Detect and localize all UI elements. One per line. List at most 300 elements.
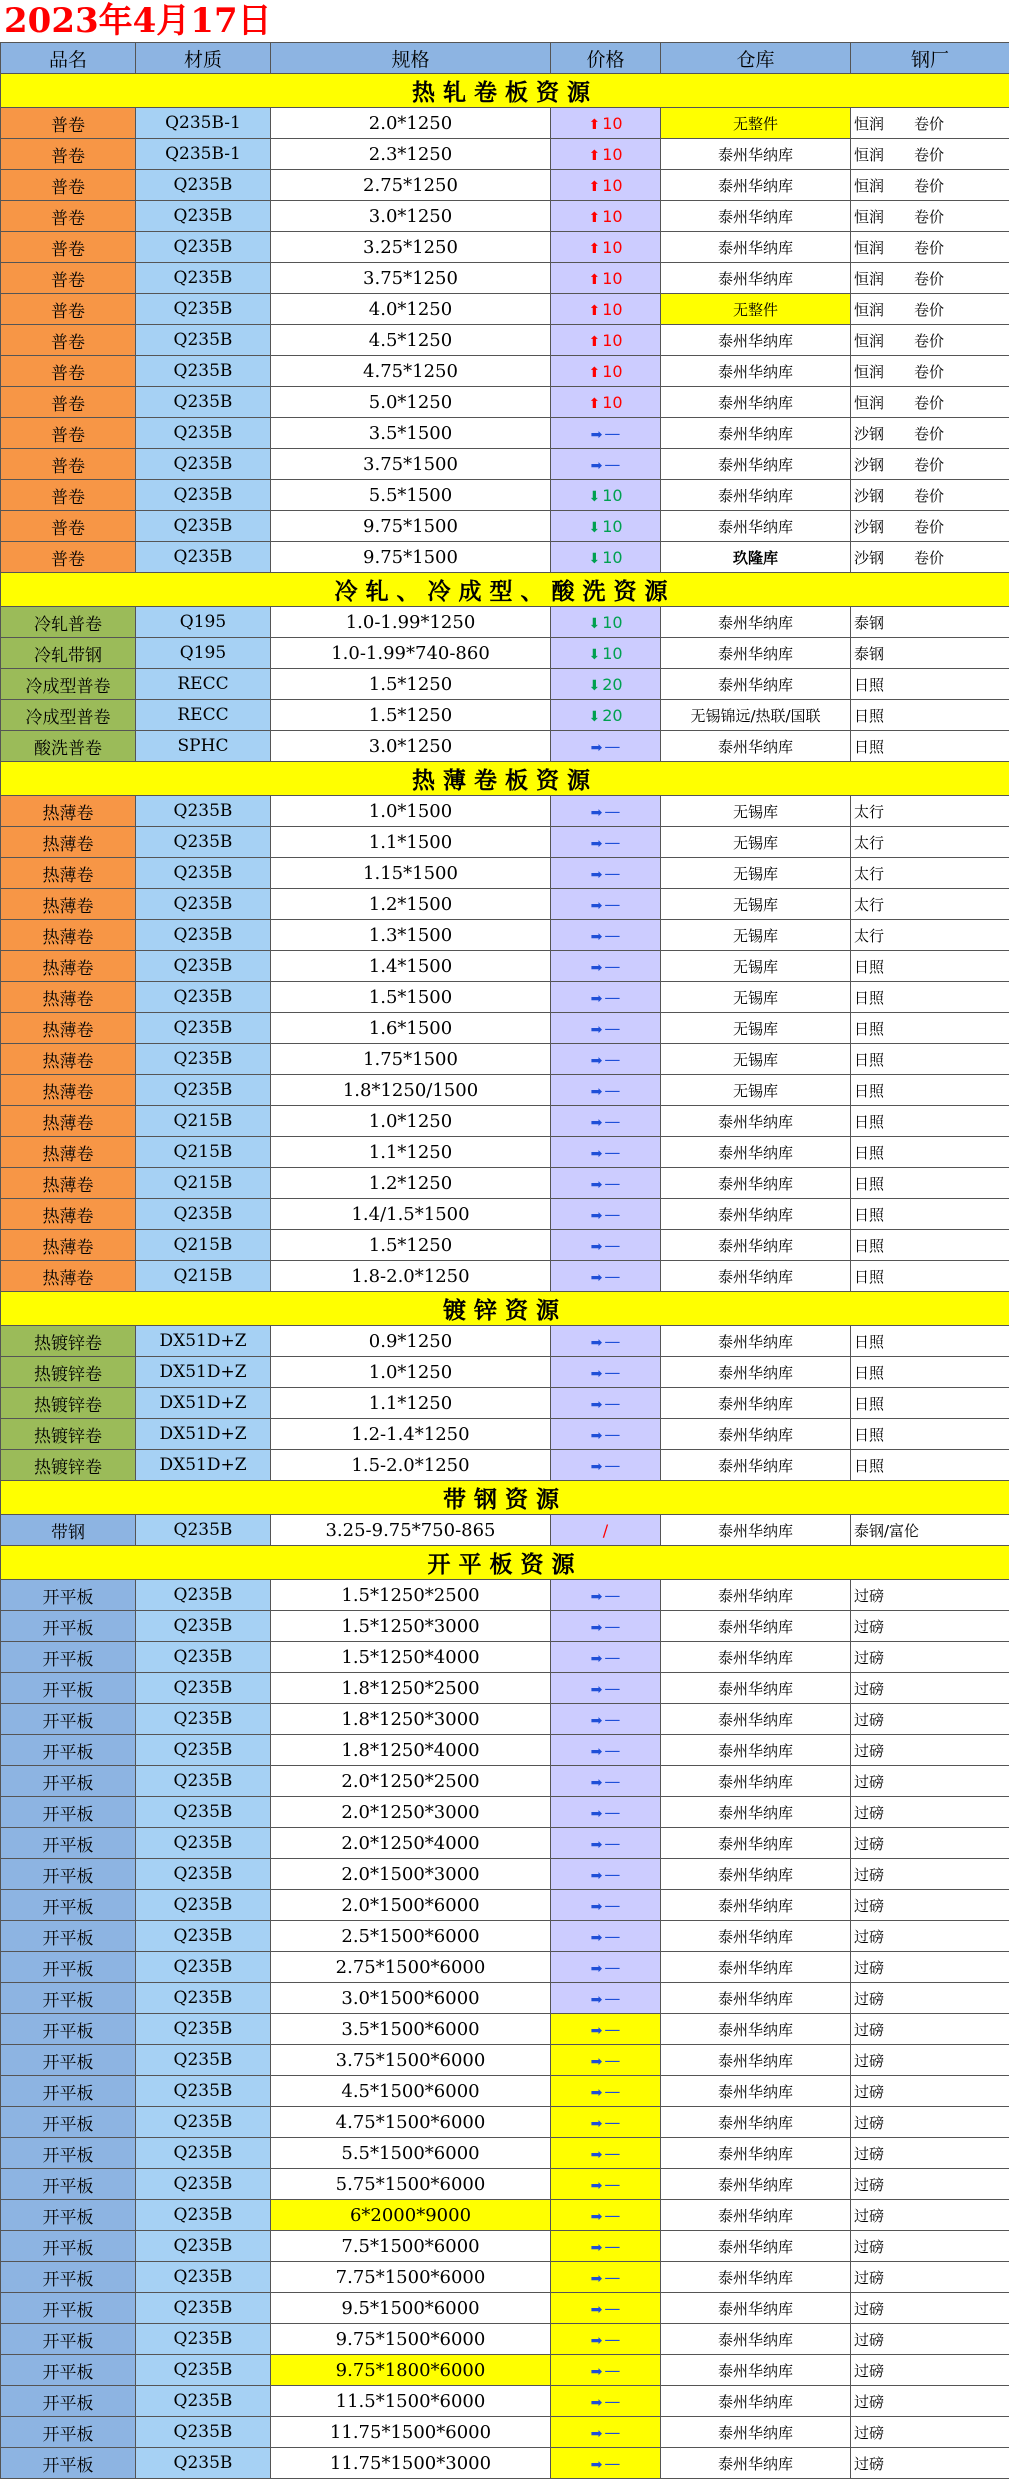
spec-cell: 1.0*1250 (271, 1357, 551, 1388)
material-cell: Q235B (136, 542, 271, 573)
table-row (1, 1137, 1009, 1168)
spec-cell: 1.5*1250 (271, 669, 551, 700)
table-row (1, 418, 1009, 449)
mill-cell: 日照 (851, 1450, 1009, 1481)
mill-cell: 沙钢 卷价 (851, 480, 1009, 511)
table-row (1, 1261, 1009, 1292)
arrow-up-icon: ⬆ (588, 117, 600, 133)
material-cell: Q235B (136, 418, 271, 449)
price-change (588, 706, 622, 725)
arrow-up-icon: ⬆ (588, 179, 600, 195)
price-change-value: — (604, 1363, 620, 1382)
price-change-value: — (604, 1803, 620, 1822)
arrow-right-icon: ➡ (591, 1146, 603, 1162)
spec-cell: 1.0*1250 (271, 1106, 551, 1137)
arrow-right-icon: ➡ (591, 960, 603, 976)
price-change-value: — (604, 864, 620, 883)
price-change-cell (551, 2386, 661, 2417)
product-name-cell: 开平板 (1, 1673, 136, 1704)
price-change (591, 864, 621, 883)
spec-cell: 5.5*1500 (271, 480, 551, 511)
material-cell: Q235B (136, 1075, 271, 1106)
price-change-cell (551, 201, 661, 232)
price-change-value: — (604, 1679, 620, 1698)
spec-cell: 2.0*1500*6000 (271, 1890, 551, 1921)
price-change-cell (551, 325, 661, 356)
price-change (588, 207, 622, 226)
price-change-value: — (604, 1648, 620, 1667)
price-change-value: — (604, 1710, 620, 1729)
spec-cell: 5.0*1250 (271, 387, 551, 418)
spec-cell: 3.75*1250 (271, 263, 551, 294)
price-change-cell (551, 982, 661, 1013)
price-change (591, 895, 621, 914)
price-change (591, 2237, 621, 2256)
price-change (591, 1267, 621, 1286)
spec-cell: 3.0*1250 (271, 201, 551, 232)
spec-cell: 5.5*1500*6000 (271, 2138, 551, 2169)
price-change-cell (551, 1013, 661, 1044)
mill-cell: 过磅 (851, 2200, 1009, 2231)
spec-cell: 9.75*1800*6000 (271, 2355, 551, 2386)
product-name-cell: 冷轧带钢 (1, 638, 136, 669)
spec-cell: 1.5*1250 (271, 700, 551, 731)
warehouse-cell: 泰州华纳库 (661, 1450, 851, 1481)
table-row (1, 2200, 1009, 2231)
mill-cell: 过磅 (851, 1704, 1009, 1735)
price-change-cell (551, 1515, 661, 1546)
spec-cell: 1.8*1250*2500 (271, 1673, 551, 1704)
price-change (591, 2144, 621, 2163)
spec-cell: 2.75*1500*6000 (271, 1952, 551, 1983)
price-change-cell (551, 1357, 661, 1388)
mill-cell: 过磅 (851, 2014, 1009, 2045)
spec-cell: 1.2*1500 (271, 889, 551, 920)
warehouse-cell: 泰州华纳库 (661, 638, 851, 669)
mill-cell: 日照 (851, 1419, 1009, 1450)
price-change-value: — (604, 2361, 620, 2380)
table-row (1, 2107, 1009, 2138)
product-name-cell: 开平板 (1, 2014, 136, 2045)
warehouse-cell: 泰州华纳库 (661, 1106, 851, 1137)
price-change (591, 1112, 621, 1131)
mill-cell: 过磅 (851, 2448, 1009, 2479)
warehouse-cell: 泰州华纳库 (661, 1828, 851, 1859)
material-cell: Q235B (136, 2076, 271, 2107)
product-name-cell: 开平板 (1, 1921, 136, 1952)
mill-cell: 恒润 卷价 (851, 263, 1009, 294)
product-name-cell: 普卷 (1, 139, 136, 170)
warehouse-cell: 泰州华纳库 (661, 1673, 851, 1704)
material-cell: Q235B (136, 170, 271, 201)
price-change-value: — (604, 1989, 620, 2008)
mill-cell: 日照 (851, 1326, 1009, 1357)
mill-cell: 日照 (851, 731, 1009, 762)
table-row (1, 2138, 1009, 2169)
price-change-cell (551, 1137, 661, 1168)
price-change (591, 1425, 621, 1444)
mill-cell: 过磅 (851, 2386, 1009, 2417)
mill-cell: 日照 (851, 982, 1009, 1013)
warehouse-cell: 泰州华纳库 (661, 1261, 851, 1292)
arrow-right-icon: ➡ (591, 740, 603, 756)
price-change (591, 2299, 621, 2318)
mill-cell: 过磅 (851, 1921, 1009, 1952)
price-change-cell (551, 2324, 661, 2355)
arrow-right-icon: ➡ (591, 1084, 603, 1100)
price-change-cell (551, 170, 661, 201)
spec-cell: 4.5*1500*6000 (271, 2076, 551, 2107)
price-change-value: — (604, 1772, 620, 1791)
arrow-right-icon: ➡ (591, 2085, 603, 2101)
material-cell: Q235B (136, 1515, 271, 1546)
product-name-cell: 开平板 (1, 2324, 136, 2355)
price-change-cell (551, 858, 661, 889)
price-table (0, 42, 1009, 2479)
product-name-cell: 普卷 (1, 542, 136, 573)
price-change-cell (551, 1983, 661, 2014)
spec-cell: 2.0*1250*3000 (271, 1797, 551, 1828)
spec-cell: 5.75*1500*6000 (271, 2169, 551, 2200)
arrow-down-icon: ⬇ (588, 616, 600, 632)
spec-cell: 3.0*1500*6000 (271, 1983, 551, 2014)
table-row (1, 325, 1009, 356)
warehouse-cell: 泰州华纳库 (661, 1580, 851, 1611)
mill-cell: 太行 (851, 796, 1009, 827)
price-change-cell (551, 1419, 661, 1450)
price-change (588, 238, 622, 257)
arrow-right-icon: ➡ (591, 1713, 603, 1729)
price-change-value: — (604, 2082, 620, 2101)
section-header-row (1, 762, 1009, 796)
warehouse-cell: 无锡锦远/热联/国联 (661, 700, 851, 731)
material-cell: Q235B (136, 1797, 271, 1828)
price-change-value: — (604, 2051, 620, 2070)
warehouse-cell: 泰州华纳库 (661, 1797, 851, 1828)
price-change-cell (551, 920, 661, 951)
arrow-right-icon: ➡ (591, 1930, 603, 1946)
table-row (1, 700, 1009, 731)
mill-cell: 过磅 (851, 1735, 1009, 1766)
arrow-right-icon: ➡ (591, 2209, 603, 2225)
mill-cell: 过磅 (851, 2262, 1009, 2293)
material-cell: Q235B (136, 1580, 271, 1611)
price-change-value: — (604, 1456, 620, 1475)
table-row (1, 1642, 1009, 1673)
material-cell: Q235B (136, 2107, 271, 2138)
table-row (1, 1168, 1009, 1199)
price-change-cell (551, 294, 661, 325)
product-name-cell: 冷轧普卷 (1, 607, 136, 638)
price-change-value: 10 (602, 300, 622, 319)
material-cell: Q235B (136, 2200, 271, 2231)
price-table-body (1, 43, 1009, 2479)
warehouse-cell: 泰州华纳库 (661, 1199, 851, 1230)
arrow-right-icon: ➡ (591, 1620, 603, 1636)
spec-cell: 1.1*1250 (271, 1388, 551, 1419)
material-cell: Q195 (136, 607, 271, 638)
table-row (1, 356, 1009, 387)
price-change (591, 1617, 621, 1636)
price-change (591, 1710, 621, 1729)
table-row (1, 731, 1009, 762)
price-change-value: — (604, 802, 620, 821)
spec-cell: 3.5*1500 (271, 418, 551, 449)
price-change (591, 1205, 621, 1224)
price-change-value: 10 (602, 517, 622, 536)
mill-cell: 过磅 (851, 1890, 1009, 1921)
arrow-right-icon: ➡ (591, 805, 603, 821)
price-change (591, 2113, 621, 2132)
price-change-value: 10 (602, 207, 622, 226)
arrow-right-icon: ➡ (591, 2178, 603, 2194)
mill-cell: 沙钢 卷价 (851, 418, 1009, 449)
price-change (588, 613, 622, 632)
warehouse-cell: 无锡库 (661, 920, 851, 951)
spec-cell: 9.75*1500 (271, 511, 551, 542)
spec-cell: 2.5*1500*6000 (271, 1921, 551, 1952)
price-change-value: — (604, 2423, 620, 2442)
price-change (591, 1648, 621, 1667)
product-name-cell: 开平板 (1, 1735, 136, 1766)
arrow-right-icon: ➡ (591, 1651, 603, 1667)
arrow-up-icon: ⬆ (588, 396, 600, 412)
spec-cell: 1.3*1500 (271, 920, 551, 951)
product-name-cell: 普卷 (1, 356, 136, 387)
sheet-date-title: 2023年4月17日 (0, 0, 1009, 42)
price-change-cell (551, 2262, 661, 2293)
mill-cell: 过磅 (851, 1983, 1009, 2014)
material-cell: Q235B (136, 951, 271, 982)
product-name-cell: 开平板 (1, 2386, 136, 2417)
price-change-cell (551, 1261, 661, 1292)
table-row (1, 1388, 1009, 1419)
table-row (1, 1199, 1009, 1230)
arrow-right-icon: ➡ (591, 2426, 603, 2442)
spec-cell: 6*2000*9000 (271, 2200, 551, 2231)
table-row (1, 1075, 1009, 1106)
price-change (591, 2020, 621, 2039)
table-row (1, 1859, 1009, 1890)
warehouse-cell: 无整件 (661, 108, 851, 139)
arrow-down-icon: ⬇ (588, 551, 600, 567)
warehouse-cell: 泰州华纳库 (661, 2293, 851, 2324)
material-cell: Q235B (136, 449, 271, 480)
section-title: 带钢资源 (1, 1481, 1009, 1515)
mill-cell: 泰钢/富伦 (851, 1515, 1009, 1546)
warehouse-cell: 泰州华纳库 (661, 2262, 851, 2293)
price-change-cell (551, 2045, 661, 2076)
table-row (1, 1044, 1009, 1075)
price-change (591, 2454, 621, 2473)
spec-cell: 1.5*1250*3000 (271, 1611, 551, 1642)
mill-cell: 过磅 (851, 1673, 1009, 1704)
warehouse-cell: 泰州华纳库 (661, 449, 851, 480)
price-change-value: — (604, 2020, 620, 2039)
arrow-right-icon: ➡ (591, 2147, 603, 2163)
price-change (588, 145, 622, 164)
price-change-cell (551, 418, 661, 449)
arrow-right-icon: ➡ (591, 1682, 603, 1698)
material-cell: Q235B (136, 1704, 271, 1735)
section-title: 冷轧、冷成型、酸洗资源 (1, 573, 1009, 607)
product-name-cell: 热薄卷 (1, 1044, 136, 1075)
mill-cell: 恒润 卷价 (851, 232, 1009, 263)
price-change (591, 2268, 621, 2287)
mill-cell: 过磅 (851, 1952, 1009, 1983)
price-change-value: 10 (602, 114, 622, 133)
warehouse-cell: 泰州华纳库 (661, 1766, 851, 1797)
warehouse-cell: 泰州华纳库 (661, 2045, 851, 2076)
price-change-value: — (604, 1865, 620, 1884)
mill-cell: 日照 (851, 1013, 1009, 1044)
arrow-down-icon: ⬇ (588, 709, 600, 725)
material-cell: Q215B (136, 1106, 271, 1137)
price-change (591, 2330, 621, 2349)
price-change-cell (551, 1921, 661, 1952)
section-header-row (1, 1292, 1009, 1326)
arrow-right-icon: ➡ (591, 2054, 603, 2070)
price-change-cell (551, 2448, 661, 2479)
arrow-right-icon: ➡ (591, 458, 603, 474)
material-cell: Q235B (136, 480, 271, 511)
spec-cell: 4.75*1250 (271, 356, 551, 387)
warehouse-cell: 泰州华纳库 (661, 170, 851, 201)
warehouse-cell: 无锡库 (661, 858, 851, 889)
spec-cell: 9.75*1500 (271, 542, 551, 573)
product-name-cell: 热薄卷 (1, 858, 136, 889)
header-material: 材质 (136, 43, 271, 74)
spec-cell: 3.5*1500*6000 (271, 2014, 551, 2045)
warehouse-cell: 泰州华纳库 (661, 1168, 851, 1199)
price-change-value: — (604, 1143, 620, 1162)
price-change-value: 20 (602, 706, 622, 725)
mill-cell: 过磅 (851, 1828, 1009, 1859)
price-change-cell (551, 511, 661, 542)
product-name-cell: 普卷 (1, 170, 136, 201)
arrow-right-icon: ➡ (591, 1397, 603, 1413)
price-change-value: — (604, 2330, 620, 2349)
price-change-cell (551, 1952, 661, 1983)
price-change (591, 424, 621, 443)
table-row (1, 858, 1009, 889)
spec-cell: 3.25-9.75*750-865 (271, 1515, 551, 1546)
mill-cell: 沙钢 卷价 (851, 511, 1009, 542)
table-row (1, 827, 1009, 858)
table-row (1, 2324, 1009, 2355)
price-change-cell (551, 356, 661, 387)
warehouse-cell: 无锡库 (661, 1075, 851, 1106)
material-cell: Q235B (136, 2355, 271, 2386)
product-name-cell: 热镀锌卷 (1, 1450, 136, 1481)
spec-cell: 3.25*1250 (271, 232, 551, 263)
spec-cell: 3.0*1250 (271, 731, 551, 762)
warehouse-cell: 泰州华纳库 (661, 232, 851, 263)
arrow-right-icon: ➡ (591, 2457, 603, 2473)
price-change-value: 10 (602, 362, 622, 381)
mill-cell: 过磅 (851, 2045, 1009, 2076)
price-change-cell (551, 1704, 661, 1735)
header-spec: 规格 (271, 43, 551, 74)
price-change-value: — (604, 424, 620, 443)
product-name-cell: 普卷 (1, 480, 136, 511)
price-change-cell (551, 1199, 661, 1230)
price-change-value: — (604, 455, 620, 474)
spec-cell: 7.5*1500*6000 (271, 2231, 551, 2262)
warehouse-cell: 泰州华纳库 (661, 1357, 851, 1388)
price-change-value: — (604, 2113, 620, 2132)
table-row (1, 232, 1009, 263)
price-change-value: — (604, 988, 620, 1007)
price-change (591, 926, 621, 945)
arrow-right-icon: ➡ (591, 2023, 603, 2039)
mill-cell: 恒润 卷价 (851, 356, 1009, 387)
arrow-up-icon: ⬆ (588, 210, 600, 226)
spec-cell: 1.75*1500 (271, 1044, 551, 1075)
arrow-right-icon: ➡ (591, 1961, 603, 1977)
material-cell: DX51D+Z (136, 1326, 271, 1357)
table-row (1, 1921, 1009, 1952)
product-name-cell: 热薄卷 (1, 982, 136, 1013)
spec-cell: 1.2-1.4*1250 (271, 1419, 551, 1450)
arrow-right-icon: ➡ (591, 1022, 603, 1038)
price-change (591, 1174, 621, 1193)
product-name-cell: 普卷 (1, 232, 136, 263)
price-change-value: — (604, 2237, 620, 2256)
spec-cell: 1.1*1250 (271, 1137, 551, 1168)
mill-cell: 恒润 卷价 (851, 325, 1009, 356)
arrow-down-icon: ⬇ (588, 489, 600, 505)
price-change-cell (551, 827, 661, 858)
price-change-cell (551, 2076, 661, 2107)
product-name-cell: 热镀锌卷 (1, 1357, 136, 1388)
price-change-value: 10 (602, 269, 622, 288)
mill-cell: 太行 (851, 858, 1009, 889)
arrow-right-icon: ➡ (591, 2116, 603, 2132)
price-change-value: — (604, 1236, 620, 1255)
material-cell: Q235B (136, 2262, 271, 2293)
price-change (591, 1586, 621, 1605)
price-change-value: — (604, 895, 620, 914)
material-cell: Q235B (136, 1611, 271, 1642)
price-change-cell (551, 731, 661, 762)
table-row (1, 2231, 1009, 2262)
price-change-cell (551, 1168, 661, 1199)
warehouse-cell: 泰州华纳库 (661, 356, 851, 387)
arrow-right-icon: ➡ (591, 427, 603, 443)
price-change (588, 486, 622, 505)
spec-cell: 1.1*1500 (271, 827, 551, 858)
price-change-cell (551, 2107, 661, 2138)
mill-cell: 太行 (851, 920, 1009, 951)
price-change (591, 1989, 621, 2008)
table-row (1, 1419, 1009, 1450)
price-change (588, 114, 622, 133)
product-name-cell: 开平板 (1, 2200, 136, 2231)
warehouse-cell: 无锡库 (661, 982, 851, 1013)
material-cell: Q215B (136, 1230, 271, 1261)
spec-cell: 1.5*1250 (271, 1230, 551, 1261)
table-row (1, 607, 1009, 638)
price-change-value: — (604, 1205, 620, 1224)
price-change (591, 802, 621, 821)
material-cell: Q235B (136, 1735, 271, 1766)
table-row (1, 2169, 1009, 2200)
table-row (1, 1735, 1009, 1766)
warehouse-cell: 无锡库 (661, 827, 851, 858)
material-cell: Q235B (136, 2417, 271, 2448)
product-name-cell: 普卷 (1, 449, 136, 480)
